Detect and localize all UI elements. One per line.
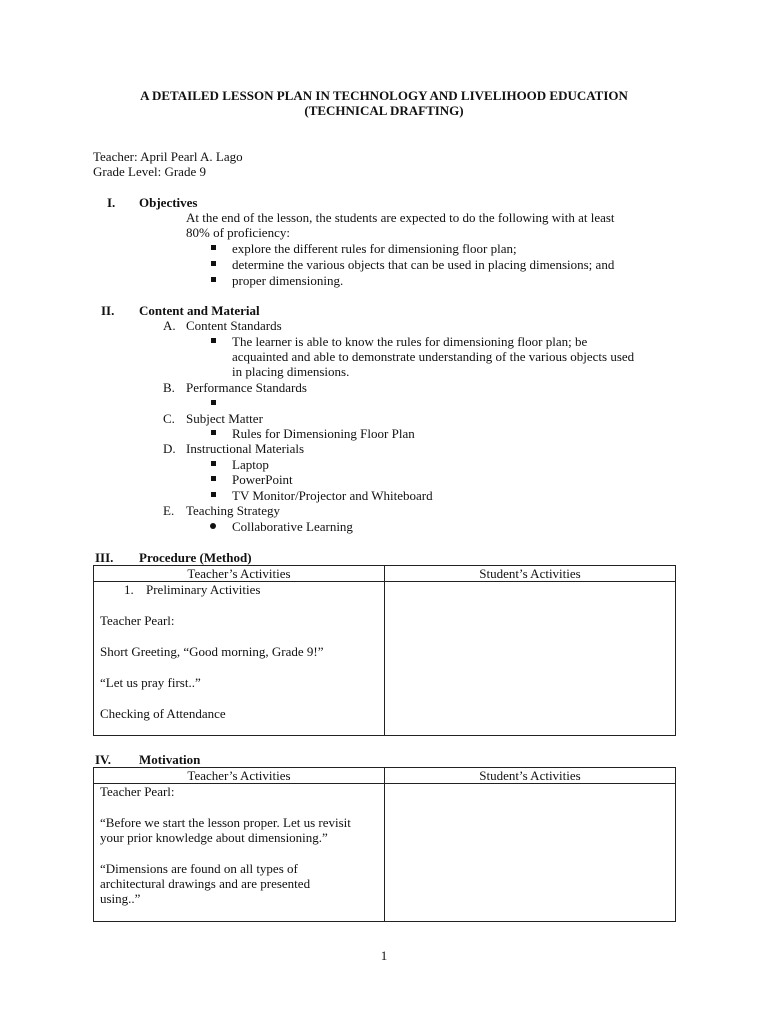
section-numeral-motivation: IV. <box>95 752 112 767</box>
section-heading-motivation: Motivation <box>139 752 201 767</box>
motivation-line: your prior knowledge about dimensioning.” <box>100 830 328 845</box>
procedure-line: “Let us pray first..” <box>100 675 201 690</box>
objective-item: determine the various objects that can be used in placing dimensions; and <box>232 257 615 272</box>
content-letter-b: B. <box>163 380 175 395</box>
objective-item: proper dimensioning. <box>232 273 344 288</box>
procedure-student-cell <box>385 582 676 736</box>
square-bullet-icon <box>211 476 216 481</box>
page-number: 1 <box>380 948 388 963</box>
list-number: 1. <box>124 582 134 597</box>
content-letter-d: D. <box>163 441 176 456</box>
material-item: Laptop <box>232 457 269 472</box>
procedure-line: Checking of Attendance <box>100 706 226 721</box>
section-heading-procedure: Procedure (Method) <box>139 550 252 565</box>
subject-matter-item: Rules for Dimensioning Floor Plan <box>232 426 415 441</box>
procedure-header-teacher: Teacher’s Activities <box>94 566 385 582</box>
section-numeral-objectives: I. <box>107 195 116 210</box>
square-bullet-icon <box>211 430 216 435</box>
grade-level: Grade Level: Grade 9 <box>93 164 206 179</box>
section-heading-content: Content and Material <box>139 303 260 318</box>
section-numeral-procedure: III. <box>95 550 114 565</box>
square-bullet-icon <box>211 277 216 282</box>
motivation-line: Teacher Pearl: <box>100 784 175 799</box>
content-standards-text-line1: The learner is able to know the rules for dimensioning floor plan; be <box>232 334 588 349</box>
material-item: TV Monitor/Projector and Whiteboard <box>232 488 433 503</box>
instructional-materials-label: Instructional Materials <box>186 441 305 456</box>
motivation-line: “Dimensions are found on all types of <box>100 861 298 876</box>
motivation-table <box>93 767 676 922</box>
round-bullet-icon <box>210 523 216 529</box>
performance-standards-label: Performance Standards <box>186 380 307 395</box>
square-bullet-icon <box>211 461 216 466</box>
motivation-header-teacher: Teacher’s Activities <box>94 768 385 784</box>
content-letter-c: C. <box>163 411 175 426</box>
content-letter-a: A. <box>163 318 176 333</box>
motivation-teacher-cell <box>94 784 385 922</box>
motivation-header-student: Student’s Activities <box>385 768 676 784</box>
content-standards-text-line3: in placing dimensions. <box>232 364 350 379</box>
subject-matter-label: Subject Matter <box>186 411 263 426</box>
procedure-teacher-cell <box>94 582 385 736</box>
objectives-intro-line2: 80% of proficiency: <box>186 225 290 240</box>
content-standards-label: Content Standards <box>186 318 282 333</box>
document-title-line2: (TECHNICAL DRAFTING) <box>304 103 464 118</box>
procedure-line: Teacher Pearl: <box>100 613 175 628</box>
material-item: PowerPoint <box>232 472 293 487</box>
square-bullet-icon <box>211 492 216 497</box>
content-letter-e: E. <box>163 503 175 518</box>
procedure-table <box>93 565 676 736</box>
teaching-strategy-label: Teaching Strategy <box>186 503 281 518</box>
teaching-strategy-item: Collaborative Learning <box>232 519 353 534</box>
motivation-line: using..” <box>100 891 141 906</box>
objectives-intro-line1: At the end of the lesson, the students are expected to do the following with at least <box>186 210 615 225</box>
square-bullet-icon <box>211 400 216 405</box>
square-bullet-icon <box>211 338 216 343</box>
motivation-line: architectural drawings and are presented <box>100 876 311 891</box>
square-bullet-icon <box>211 245 216 250</box>
teacher-name: Teacher: April Pearl A. Lago <box>93 149 243 164</box>
section-numeral-content: II. <box>101 303 115 318</box>
section-heading-objectives: Objectives <box>139 195 198 210</box>
procedure-header-student: Student’s Activities <box>385 566 676 582</box>
preliminary-activities: Preliminary Activities <box>146 582 261 597</box>
procedure-line: Short Greeting, “Good morning, Grade 9!” <box>100 644 324 659</box>
content-standards-text-line2: acquainted and able to demonstrate understanding of the various objects used <box>232 349 635 364</box>
motivation-line: “Before we start the lesson proper. Let us revisit <box>100 815 351 830</box>
objective-item: explore the different rules for dimensioning floor plan; <box>232 241 517 256</box>
motivation-student-cell <box>385 784 676 922</box>
document-title-line1: A DETAILED LESSON PLAN IN TECHNOLOGY AND LIVELIHOOD EDUCATION <box>140 88 628 103</box>
square-bullet-icon <box>211 261 216 266</box>
